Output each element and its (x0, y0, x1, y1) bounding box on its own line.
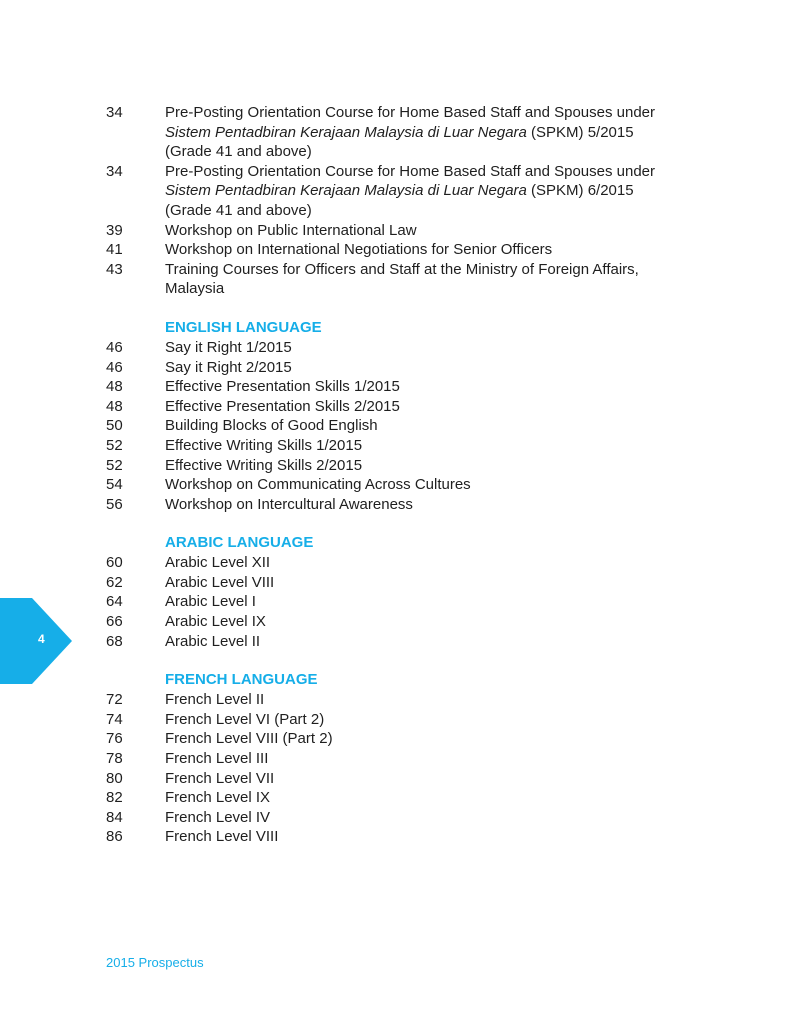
entry-title: Workshop on Intercultural Awareness (165, 495, 413, 513)
page-number: 72 (106, 691, 123, 709)
entry-title: Building Blocks of Good English (165, 417, 378, 435)
entry-title: Say it Right 1/2015 (165, 338, 292, 356)
page-number: 66 (106, 613, 123, 631)
toc-entry-line (106, 279, 706, 299)
entry-title: French Level VI (Part 2) (165, 710, 325, 728)
toc-entry (106, 612, 706, 632)
page-number: 43 (106, 260, 123, 278)
page-number: 34 (106, 162, 123, 180)
toc-entry (106, 397, 706, 417)
toc-entry (106, 573, 706, 593)
toc-entry (106, 338, 706, 358)
entry-title (165, 103, 706, 123)
entry-title: Arabic Level XII (165, 554, 271, 572)
toc-entry (106, 632, 706, 652)
toc-entry (106, 827, 706, 847)
italic-text: Sistem Pentadbiran Kerajaan Malaysia di Luar Negara (165, 182, 527, 200)
entry-title: French Level II (165, 691, 265, 709)
entry-title: Effective Presentation Skills 1/2015 (165, 378, 400, 396)
page-number: 52 (106, 456, 123, 474)
toc-entry-line (106, 103, 706, 123)
toc-entry (106, 495, 706, 515)
entry-text: (SPKM) 5/2015 (526, 123, 634, 141)
page-number: 34 (106, 104, 123, 121)
entry-text: Workshop on Public International Law (165, 221, 417, 239)
section-heading: ENGLISH LANGUAGE (165, 318, 322, 336)
page-number: 80 (106, 769, 123, 787)
toc-entry (106, 808, 706, 828)
entry-text: (Grade 41 and above) (165, 201, 312, 219)
entry-text: Pre-Posting Orientation Course for Home Based Staff and Spouses under (165, 104, 655, 121)
page-number: 4 (38, 632, 45, 646)
page-number: 84 (106, 808, 123, 826)
toc-entry-line (106, 123, 706, 143)
entry-title: Effective Writing Skills 2/2015 (165, 456, 363, 474)
entry-title (165, 260, 706, 280)
page-number: 48 (106, 378, 123, 396)
page-number: 60 (106, 554, 123, 572)
toc-entry (106, 456, 706, 476)
table-of-contents (106, 103, 706, 847)
toc-entry (106, 729, 706, 749)
section-heading: FRENCH LANGUAGE (165, 671, 318, 689)
italic-text: Sistem Pentadbiran Kerajaan Malaysia di Luar Negara (165, 123, 527, 141)
page-number: 46 (106, 358, 123, 376)
entry-title: French Level IX (165, 789, 271, 807)
page-number (106, 142, 165, 162)
page-number: 62 (106, 573, 123, 591)
page-number: 46 (106, 338, 123, 356)
entry-title (165, 201, 706, 221)
toc-entry (106, 710, 706, 730)
page-number: 68 (106, 632, 123, 650)
page-number: 52 (106, 436, 123, 454)
toc-entry (106, 416, 706, 436)
entry-title (165, 240, 706, 260)
toc-entry (106, 475, 706, 495)
entry-title: Arabic Level I (165, 593, 256, 611)
page-number: 86 (106, 828, 123, 846)
entry-title: Arabic Level VIII (165, 573, 275, 591)
entry-title: French Level VII (165, 769, 275, 787)
page-number: 50 (106, 417, 123, 435)
entry-title: Effective Presentation Skills 2/2015 (165, 397, 400, 415)
toc-entry (106, 436, 706, 456)
footer-title: 2015 Prospectus (106, 955, 204, 970)
entry-title (165, 142, 706, 162)
entry-text: Pre-Posting Orientation Course for Home Based Staff and Spouses under (165, 162, 655, 180)
page-number: 82 (106, 789, 123, 807)
entry-title (165, 162, 706, 182)
entry-text: Malaysia (165, 280, 225, 298)
entry-title: French Level IV (165, 808, 271, 826)
entry-title: Say it Right 2/2015 (165, 358, 292, 376)
entry-title: French Level VIII (Part 2) (165, 730, 333, 748)
entry-title: French Level VIII (165, 828, 279, 846)
toc-entry-line (106, 240, 706, 260)
page-number (106, 201, 165, 221)
toc-entry (106, 358, 706, 378)
section-heading: ARABIC LANGUAGE (165, 534, 314, 552)
entry-title (165, 221, 706, 241)
page-number: 48 (106, 397, 123, 415)
page-number (106, 279, 165, 299)
toc-entry-line (106, 162, 706, 182)
toc-entry (106, 553, 706, 573)
toc-entry-line (106, 142, 706, 162)
page-number: 78 (106, 750, 123, 768)
page-number (106, 123, 165, 143)
entry-text: Workshop on International Negotiations for Senior Officers (165, 241, 553, 259)
entry-title (165, 123, 706, 143)
page-number (106, 181, 165, 201)
toc-entry (106, 749, 706, 769)
entry-title (165, 279, 706, 299)
entry-title: Effective Writing Skills 1/2015 (165, 436, 363, 454)
toc-entry-line (106, 201, 706, 221)
page-number: 74 (106, 710, 123, 728)
toc-entry (106, 592, 706, 612)
entry-title: Arabic Level II (165, 632, 261, 650)
page-number-tab (0, 598, 72, 684)
entry-title: Workshop on Communicating Across Cultures (165, 476, 471, 494)
page-number: 41 (106, 241, 123, 259)
page-number: 39 (106, 221, 123, 239)
entry-title: French Level III (165, 750, 269, 768)
page-number: 76 (106, 730, 123, 748)
toc-entry (106, 788, 706, 808)
toc-entry (106, 690, 706, 710)
entry-title: Arabic Level IX (165, 613, 266, 631)
entry-text: (Grade 41 and above) (165, 143, 312, 161)
toc-entry-line (106, 260, 706, 280)
entry-text: (SPKM) 6/2015 (526, 182, 634, 200)
toc-entry-line (106, 221, 706, 241)
entry-text: Training Courses for Officers and Staff at the Ministry of Foreign Affairs, (165, 260, 639, 278)
toc-entry (106, 377, 706, 397)
page-number: 54 (106, 476, 123, 494)
toc-entry (106, 769, 706, 789)
page-tab-shape (0, 598, 72, 684)
toc-entry-line (106, 181, 706, 201)
entry-title (165, 181, 706, 201)
page-number: 56 (106, 495, 123, 513)
page-number: 64 (106, 593, 123, 611)
